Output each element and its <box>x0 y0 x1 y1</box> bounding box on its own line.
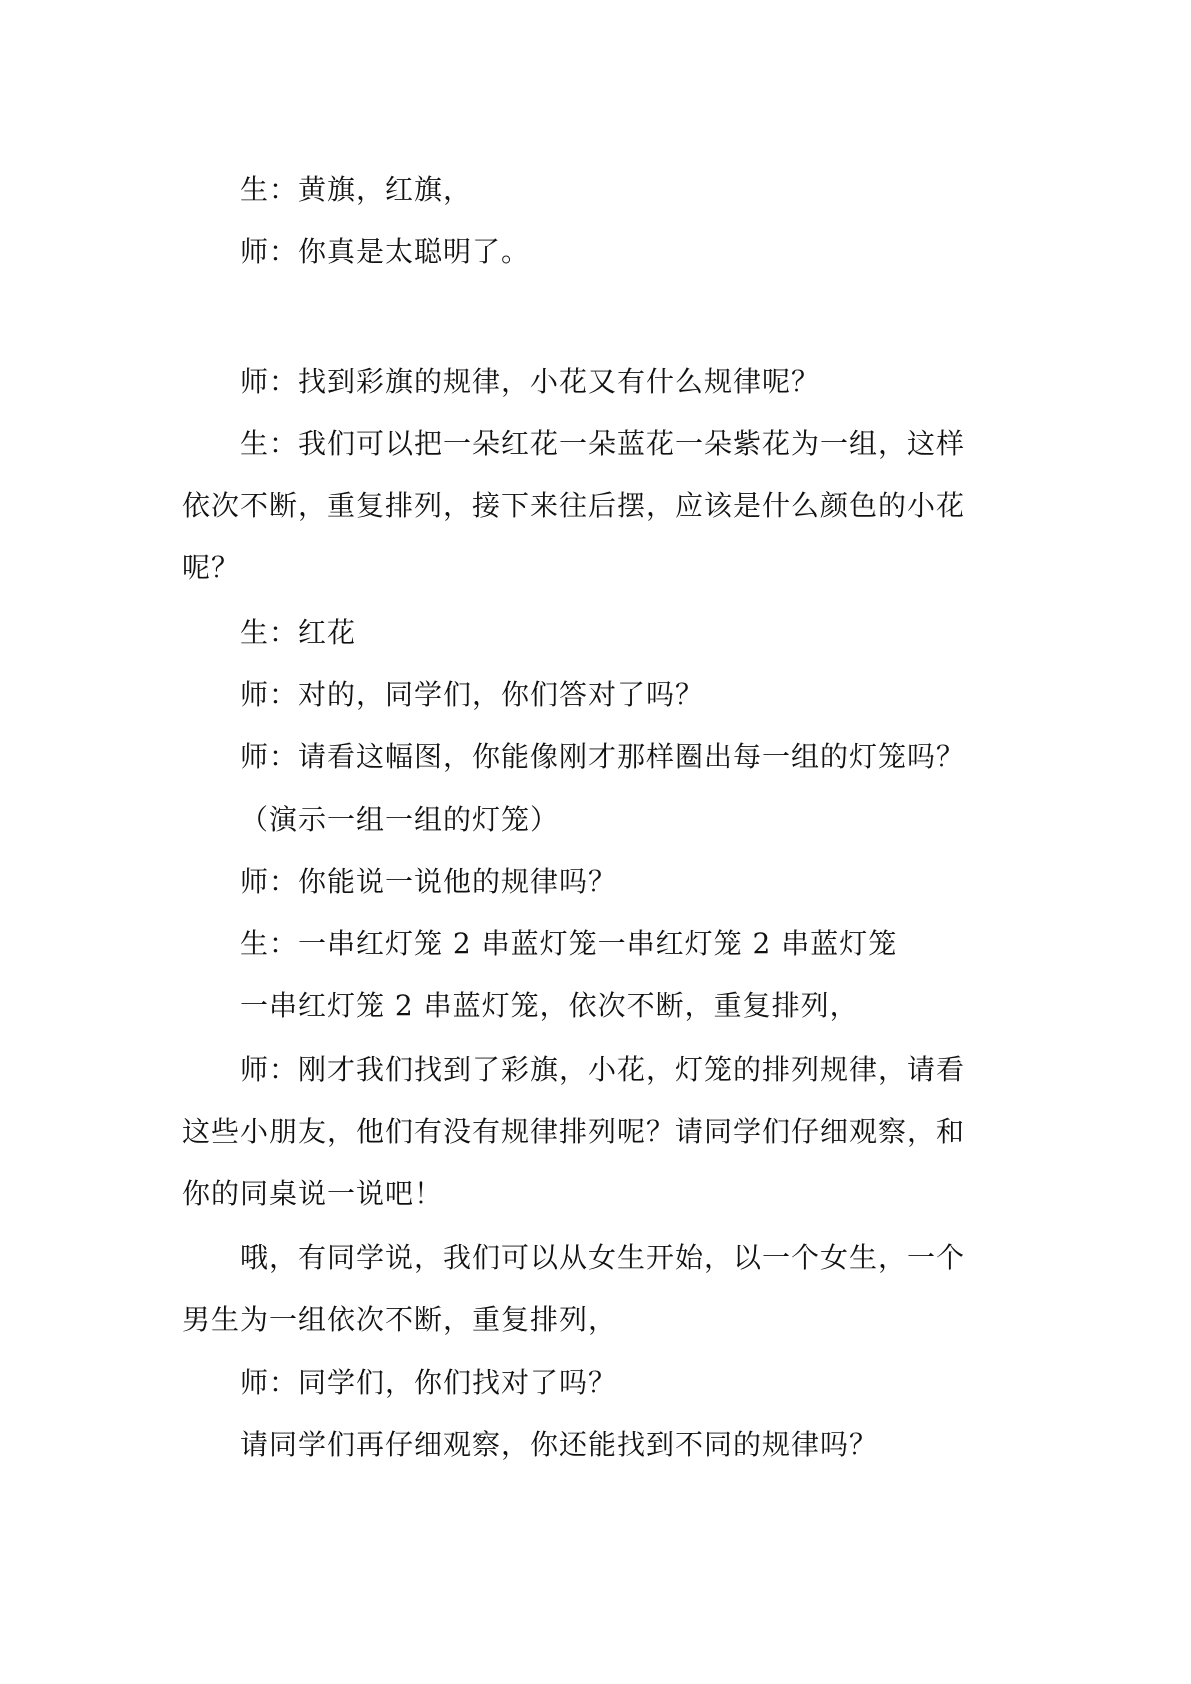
text-line: 生：我们可以把一朵红花一朵蓝花一朵紫花为一组，这样 <box>240 427 966 460</box>
text-line: 哦，有同学说，我们可以从女生开始，以一个女生，一个 <box>240 1241 966 1274</box>
text-line: 生：一串红灯笼 2 串蓝灯笼一串红灯笼 2 串蓝灯笼 <box>240 927 898 960</box>
text-line: 请同学们再仔细观察，你还能找到不同的规律吗？ <box>240 1428 879 1461</box>
text-line: 师：你真是太聪明了。 <box>240 235 531 268</box>
text-line: 这些小朋友，他们有没有规律排列呢？请同学们仔细观察，和 <box>182 1115 966 1148</box>
text-line: 师：刚才我们找到了彩旗，小花，灯笼的排列规律，请看 <box>240 1053 966 1086</box>
text-line: 师：找到彩旗的规律，小花又有什么规律呢？ <box>240 365 821 398</box>
text-line: 师：请看这幅图，你能像刚才那样圈出每一组的灯笼吗？ <box>240 740 966 773</box>
text-line: 男生为一组依次不断，重复排列， <box>182 1303 618 1336</box>
text-line: 生：红花 <box>240 616 357 649</box>
text-line: 师：你能说一说他的规律吗？ <box>240 865 618 898</box>
text-line: 呢？ <box>182 551 241 584</box>
text-line: 师：同学们，你们找对了吗？ <box>240 1366 618 1399</box>
text-line: 师：对的，同学们，你们答对了吗？ <box>240 678 705 711</box>
text-line: 一串红灯笼 2 串蓝灯笼，依次不断，重复排列， <box>240 989 859 1022</box>
text-line: 生：黄旗，红旗， <box>240 173 473 206</box>
text-line: （演示一组一组的灯笼） <box>240 803 560 836</box>
text-line: 你的同桌说一说吧！ <box>182 1177 444 1210</box>
text-line: 依次不断，重复排列，接下来往后摆，应该是什么颜色的小花 <box>182 489 966 522</box>
